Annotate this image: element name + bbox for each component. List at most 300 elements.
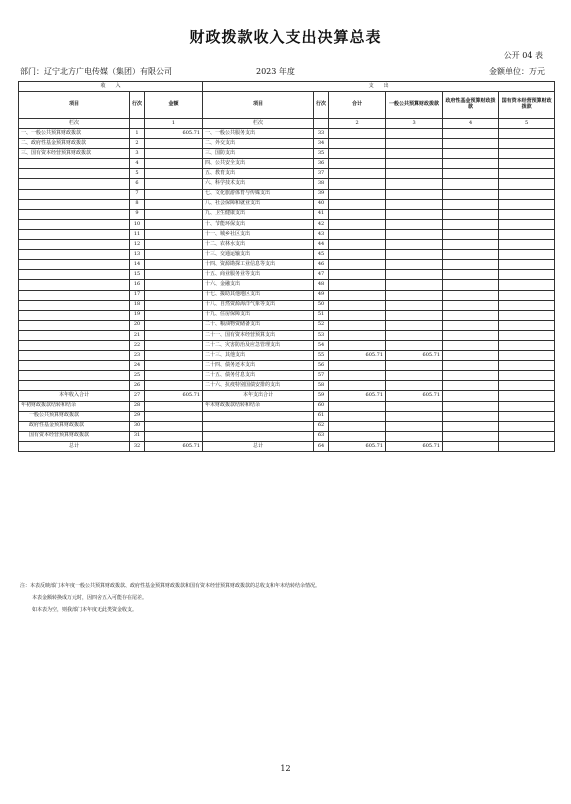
expense-total	[329, 280, 386, 290]
table-row	[19, 371, 555, 381]
income-row-number: 7	[130, 189, 145, 199]
income-item-header: 项目	[19, 92, 130, 119]
expense-row-header: 行次	[314, 92, 329, 119]
state-capital-amount	[499, 270, 555, 280]
expense-row-number: 35	[314, 149, 329, 159]
income-row-number: 2	[130, 139, 145, 149]
general-budget-amount	[386, 219, 443, 229]
expense-row-number: 50	[314, 300, 329, 310]
expense-item: 年末财政拨款结转和结余	[203, 401, 314, 411]
expense-item: 十六、金融支出	[203, 280, 314, 290]
income-item	[19, 189, 130, 199]
income-row-number: 23	[130, 351, 145, 361]
expense-item: 二十五、债务付息支出	[203, 371, 314, 381]
table-row	[19, 199, 555, 209]
income-amount-header: 金额	[145, 92, 203, 119]
expense-total	[329, 320, 386, 330]
gov-fund-amount	[443, 431, 499, 441]
expense-item: 七、文化旅游体育与传媒支出	[203, 189, 314, 199]
state-capital-amount	[499, 381, 555, 391]
expense-item	[203, 421, 314, 431]
expense-total	[329, 219, 386, 229]
income-row-number: 29	[130, 411, 145, 421]
table-row	[19, 159, 555, 169]
income-amount	[145, 320, 203, 330]
income-item	[19, 260, 130, 270]
income-amount	[145, 411, 203, 421]
income-item	[19, 159, 130, 169]
state-capital-amount	[499, 209, 555, 219]
state-capital-amount	[499, 290, 555, 300]
expense-item: 十一、城乡社区支出	[203, 229, 314, 239]
state-capital-amount	[499, 351, 555, 361]
income-item	[19, 371, 130, 381]
general-budget-amount: 605.71	[386, 351, 443, 361]
expense-total	[329, 149, 386, 159]
expense-item: 十八、自然资源海洋气象等支出	[203, 300, 314, 310]
income-amount	[145, 199, 203, 209]
state-capital-amount	[499, 169, 555, 179]
income-amount	[145, 421, 203, 431]
state-capital-amount	[499, 320, 555, 330]
expense-total	[329, 330, 386, 340]
income-amount	[145, 300, 203, 310]
income-amount	[145, 381, 203, 391]
expense-row-number: 58	[314, 381, 329, 391]
col-index-5: 5	[499, 119, 555, 129]
income-header: 收 入	[19, 82, 203, 92]
income-row-number: 6	[130, 179, 145, 189]
expense-item: 十九、住房保障支出	[203, 310, 314, 320]
income-amount	[145, 260, 203, 270]
expense-total	[329, 260, 386, 270]
income-item: 一、一般公共预算财政拨款	[19, 129, 130, 139]
income-amount	[145, 250, 203, 260]
income-item: 国有资本经营预算财政拨款	[19, 431, 130, 441]
income-row-header: 行次	[130, 92, 145, 119]
income-row-number: 27	[130, 391, 145, 401]
expense-total	[329, 270, 386, 280]
general-budget-amount	[386, 401, 443, 411]
table-header-group	[19, 82, 555, 92]
income-row-number: 17	[130, 290, 145, 300]
expense-row-number: 53	[314, 330, 329, 340]
expense-item: 二十六、抗疫特别国债安排的支出	[203, 381, 314, 391]
expense-row-number: 39	[314, 189, 329, 199]
state-capital-amount	[499, 411, 555, 421]
table-row	[19, 209, 555, 219]
state-capital-amount	[499, 421, 555, 431]
general-budget-amount	[386, 260, 443, 270]
income-amount	[145, 159, 203, 169]
income-amount	[145, 330, 203, 340]
expense-row-number: 42	[314, 219, 329, 229]
gov-fund-header: 政府性基金预算财政拨款	[443, 92, 499, 119]
income-item	[19, 330, 130, 340]
income-item	[19, 280, 130, 290]
general-budget-amount	[386, 250, 443, 260]
income-item	[19, 250, 130, 260]
income-item	[19, 310, 130, 320]
gov-fund-amount	[443, 229, 499, 239]
general-budget-amount	[386, 371, 443, 381]
gov-fund-amount	[443, 371, 499, 381]
expense-row-number: 52	[314, 320, 329, 330]
expense-row-number: 45	[314, 250, 329, 260]
income-row-number: 10	[130, 219, 145, 229]
expense-total	[329, 411, 386, 421]
general-budget-amount	[386, 189, 443, 199]
income-row-number: 24	[130, 361, 145, 371]
expense-row-number: 54	[314, 340, 329, 350]
general-budget-amount	[386, 310, 443, 320]
table-row	[19, 250, 555, 260]
gov-fund-amount	[443, 149, 499, 159]
expense-total-header: 合计	[329, 92, 386, 119]
gov-fund-amount	[443, 320, 499, 330]
general-budget-amount	[386, 431, 443, 441]
income-item	[19, 240, 130, 250]
general-budget-amount	[386, 361, 443, 371]
expense-row-number: 60	[314, 401, 329, 411]
expense-total	[329, 401, 386, 411]
income-amount	[145, 219, 203, 229]
general-budget-amount	[386, 270, 443, 280]
expense-item: 八、社会保障和就业支出	[203, 199, 314, 209]
income-item	[19, 229, 130, 239]
general-budget-amount	[386, 179, 443, 189]
gov-fund-amount	[443, 401, 499, 411]
income-row-number: 4	[130, 159, 145, 169]
expense-total	[329, 240, 386, 250]
expense-item: 二、外交支出	[203, 139, 314, 149]
table-row	[19, 310, 555, 320]
income-row-number: 8	[130, 199, 145, 209]
income-item	[19, 209, 130, 219]
income-item: 一般公共预算财政拨款	[19, 411, 130, 421]
income-row-number: 11	[130, 229, 145, 239]
col-index-4: 4	[443, 119, 499, 129]
expense-row-number: 47	[314, 270, 329, 280]
expense-item: 九、卫生健康支出	[203, 209, 314, 219]
table-row	[19, 340, 555, 350]
expense-total	[329, 290, 386, 300]
expense-item: 十、节能环保支出	[203, 219, 314, 229]
state-capital-amount	[499, 159, 555, 169]
amount-unit: 金额单位：万元	[489, 67, 545, 76]
state-capital-amount	[499, 280, 555, 290]
income-amount	[145, 229, 203, 239]
income-item	[19, 300, 130, 310]
gov-fund-amount	[443, 280, 499, 290]
income-amount	[145, 280, 203, 290]
expense-row-number: 34	[314, 139, 329, 149]
income-amount	[145, 240, 203, 250]
expense-row-number: 57	[314, 371, 329, 381]
expense-total	[329, 250, 386, 260]
expense-row-number: 44	[314, 240, 329, 250]
expense-row-number: 56	[314, 361, 329, 371]
expense-item: 六、科学技术支出	[203, 179, 314, 189]
expense-item: 二十、粮油物资储备支出	[203, 320, 314, 330]
income-amount	[145, 149, 203, 159]
expense-row-number: 37	[314, 169, 329, 179]
table-row	[19, 129, 555, 139]
income-lanci: 栏次	[19, 119, 130, 129]
expense-total	[329, 361, 386, 371]
table-row	[19, 290, 555, 300]
general-budget-amount: 605.71	[386, 391, 443, 401]
expense-total	[329, 431, 386, 441]
expense-item: 本年支出合计	[203, 391, 314, 401]
table-row	[19, 139, 555, 149]
general-budget-amount	[386, 149, 443, 159]
gov-fund-amount	[443, 300, 499, 310]
expense-item: 五、教育支出	[203, 169, 314, 179]
expense-total	[329, 300, 386, 310]
income-amount	[145, 431, 203, 441]
expense-item: 四、公共安全支出	[203, 159, 314, 169]
state-capital-amount	[499, 219, 555, 229]
gov-fund-amount	[443, 270, 499, 280]
expense-total	[329, 381, 386, 391]
expense-total	[329, 371, 386, 381]
income-amount: 605.71	[145, 441, 203, 451]
expense-row-number: 64	[314, 441, 329, 451]
col-index-1: 1	[145, 119, 203, 129]
general-budget-amount	[386, 330, 443, 340]
gov-fund-amount	[443, 391, 499, 401]
expense-row-number: 49	[314, 290, 329, 300]
department-label: 部门：辽宁北方广电传媒（集团）有限公司	[20, 67, 172, 76]
state-capital-amount	[499, 240, 555, 250]
expense-row-number: 63	[314, 431, 329, 441]
expense-total: 605.71	[329, 391, 386, 401]
expense-row-number: 46	[314, 260, 329, 270]
income-item: 三、国有资本经营预算财政拨款	[19, 149, 130, 159]
expense-total	[329, 129, 386, 139]
table-row	[19, 320, 555, 330]
gov-fund-amount	[443, 189, 499, 199]
income-row-number: 5	[130, 169, 145, 179]
gov-fund-amount	[443, 441, 499, 451]
state-capital-amount	[499, 330, 555, 340]
gov-fund-amount	[443, 421, 499, 431]
expense-item: 二十二、灾害防治及应急管理支出	[203, 340, 314, 350]
state-capital-amount	[499, 229, 555, 239]
expense-item	[203, 431, 314, 441]
expense-item: 十四、资源勘探工业信息等支出	[203, 260, 314, 270]
table-row	[19, 351, 555, 361]
expense-total	[329, 199, 386, 209]
income-row-number: 16	[130, 280, 145, 290]
expense-item: 十三、交通运输支出	[203, 250, 314, 260]
income-item	[19, 219, 130, 229]
gov-fund-amount	[443, 260, 499, 270]
gov-fund-amount	[443, 340, 499, 350]
expense-item: 总计	[203, 441, 314, 451]
table-row	[19, 421, 555, 431]
state-capital-amount	[499, 391, 555, 401]
income-amount	[145, 209, 203, 219]
general-budget-amount	[386, 209, 443, 219]
gov-fund-amount	[443, 199, 499, 209]
table-row	[19, 431, 555, 441]
expense-total	[329, 340, 386, 350]
state-capital-amount	[499, 431, 555, 441]
expense-item: 十二、农林水支出	[203, 240, 314, 250]
income-amount	[145, 351, 203, 361]
table-row	[19, 330, 555, 340]
gov-fund-amount	[443, 290, 499, 300]
state-capital-amount	[499, 250, 555, 260]
state-capital-amount	[499, 179, 555, 189]
income-item	[19, 361, 130, 371]
gov-fund-amount	[443, 330, 499, 340]
income-amount: 605.71	[145, 391, 203, 401]
income-item	[19, 270, 130, 280]
state-capital-amount	[499, 371, 555, 381]
income-row-number: 19	[130, 310, 145, 320]
table-row	[19, 189, 555, 199]
income-row-number: 26	[130, 381, 145, 391]
expense-total	[329, 421, 386, 431]
expense-row-number: 33	[314, 129, 329, 139]
income-amount	[145, 361, 203, 371]
expense-item	[203, 411, 314, 421]
income-row-number: 20	[130, 320, 145, 330]
income-amount	[145, 340, 203, 350]
gov-fund-amount	[443, 139, 499, 149]
general-budget-amount	[386, 381, 443, 391]
expense-total	[329, 169, 386, 179]
income-row-number: 1	[130, 129, 145, 139]
table-row	[19, 229, 555, 239]
expense-item: 二十三、其他支出	[203, 351, 314, 361]
gov-fund-amount	[443, 129, 499, 139]
expense-item: 一、一般公共服务支出	[203, 129, 314, 139]
expense-total	[329, 189, 386, 199]
income-row-number: 32	[130, 441, 145, 451]
income-row-number: 3	[130, 149, 145, 159]
table-row	[19, 401, 555, 411]
income-row-number: 18	[130, 300, 145, 310]
expense-row-number: 48	[314, 280, 329, 290]
expense-item: 十七、援助其他地区支出	[203, 290, 314, 300]
general-budget-amount	[386, 169, 443, 179]
income-item: 总计	[19, 441, 130, 451]
expense-row-number: 43	[314, 229, 329, 239]
expense-total	[329, 139, 386, 149]
table-row	[19, 411, 555, 421]
footnote: 如本表为空，则我部门本年度无此类资金收支。	[32, 607, 138, 613]
general-budget-amount	[386, 290, 443, 300]
expense-item: 二十一、国有资本经营预算支出	[203, 330, 314, 340]
state-capital-amount	[499, 129, 555, 139]
expense-row-number: 36	[314, 159, 329, 169]
income-row-number: 14	[130, 260, 145, 270]
income-item	[19, 340, 130, 350]
income-row-number: 22	[130, 340, 145, 350]
fiscal-year: 2023 年度	[256, 67, 295, 76]
gov-fund-amount	[443, 179, 499, 189]
gov-fund-amount	[443, 381, 499, 391]
expense-total	[329, 209, 386, 219]
table-row	[19, 300, 555, 310]
gov-fund-amount	[443, 209, 499, 219]
state-capital-header: 国有资本经营预算财政拨款	[499, 92, 555, 119]
gov-fund-amount	[443, 361, 499, 371]
expense-lanci: 栏次	[203, 119, 314, 129]
general-budget-amount	[386, 340, 443, 350]
general-budget-amount	[386, 280, 443, 290]
table-row	[19, 179, 555, 189]
general-budget-amount	[386, 411, 443, 421]
general-budget-amount	[386, 229, 443, 239]
expense-row-number: 41	[314, 209, 329, 219]
income-amount	[145, 189, 203, 199]
gov-fund-amount	[443, 169, 499, 179]
expense-total: 605.71	[329, 441, 386, 451]
general-budget-amount: 605.71	[386, 441, 443, 451]
income-item: 年初财政拨款结转和结余	[19, 401, 130, 411]
income-item	[19, 290, 130, 300]
state-capital-amount	[499, 340, 555, 350]
income-row-number: 28	[130, 401, 145, 411]
state-capital-amount	[499, 361, 555, 371]
income-amount	[145, 371, 203, 381]
expense-total	[329, 229, 386, 239]
expense-total	[329, 179, 386, 189]
report-title: 财政拨款收入支出决算总表	[189, 28, 382, 46]
income-amount: 605.71	[145, 129, 203, 139]
table-row	[19, 169, 555, 179]
income-row-number: 12	[130, 240, 145, 250]
income-item: 政府性基金预算财政拨款	[19, 421, 130, 431]
state-capital-amount	[499, 260, 555, 270]
expense-item: 三、国防支出	[203, 149, 314, 159]
gov-fund-amount	[443, 159, 499, 169]
income-row-number: 13	[130, 250, 145, 260]
table-row	[19, 260, 555, 270]
table-row	[19, 149, 555, 159]
income-row-number: 31	[130, 431, 145, 441]
table-row	[19, 441, 555, 451]
table-row	[19, 361, 555, 371]
col-index-2: 2	[329, 119, 386, 129]
income-item	[19, 381, 130, 391]
gov-fund-amount	[443, 351, 499, 361]
table-row	[19, 381, 555, 391]
income-row-number: 9	[130, 209, 145, 219]
income-item	[19, 351, 130, 361]
expense-total	[329, 159, 386, 169]
income-amount	[145, 290, 203, 300]
expense-total	[329, 310, 386, 320]
table-row	[19, 240, 555, 250]
form-number: 公开 04 表	[503, 51, 543, 60]
table-row	[19, 219, 555, 229]
expense-row-number: 62	[314, 421, 329, 431]
expense-item: 二十四、债务还本支出	[203, 361, 314, 371]
income-amount	[145, 139, 203, 149]
state-capital-amount	[499, 189, 555, 199]
expense-header: 支 出	[203, 82, 555, 92]
income-item	[19, 179, 130, 189]
expense-row-number: 61	[314, 411, 329, 421]
expense-row-number: 51	[314, 310, 329, 320]
summary-table	[18, 81, 555, 452]
